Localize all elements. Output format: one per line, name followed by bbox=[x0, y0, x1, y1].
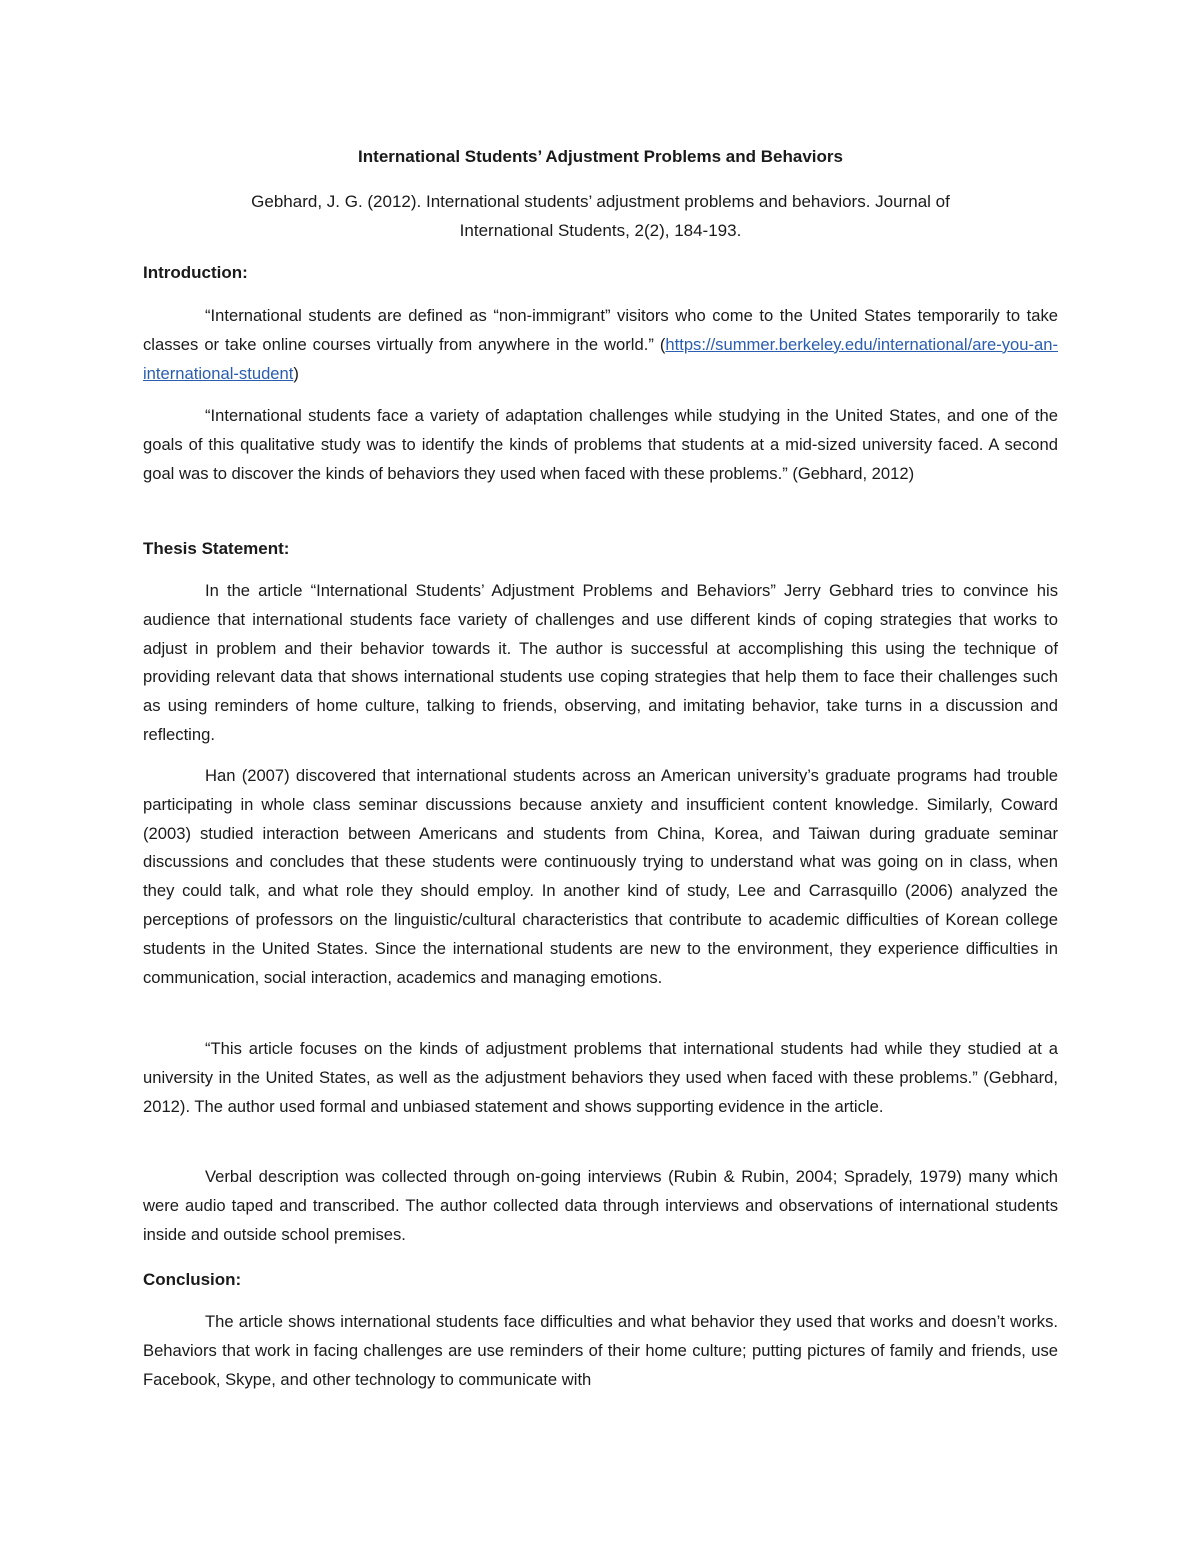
introduction-quote-text: “International students are defined as “non-immigrant” visitors who come to the United States temporarily to take classes or take online courses virtually from anywhere in the world.” ( bbox=[143, 306, 1058, 354]
citation bbox=[143, 187, 1058, 245]
thesis-paragraph-4: Verbal description was collected through on-going interviews (Rubin & Rubin, 2004; Spradely, 1979) many which were audio taped and transcribed. The author collected data through interviews and observations of international students inside and outside school premises. bbox=[143, 1167, 1058, 1244]
thesis-paragraph-3: “This article focuses on the kinds of adjustment problems that international students had while they studied at a university in the United States, as well as the adjustment behaviors they used when faced with these problems.” (Gebhard, 2012). The author used formal and unbiased statement and shows supporting evidence in the article. bbox=[143, 1039, 1058, 1116]
source-link[interactable]: https://summer.berkeley.edu/international/are-you-an-international-student bbox=[143, 334, 1058, 383]
thesis-heading: Thesis Statement: bbox=[143, 539, 290, 558]
introduction-paragraph-2: “International students face a variety of adaptation challenges while studying in the United States, and one of the goals of this qualitative study was to identify the kinds of problems that students at a mid-sized university faced. A second goal was to discover the kinds of behaviors they used when faced with these problems.” (Gebhard, 2012) bbox=[143, 406, 1058, 483]
thesis-paragraph-1: In the article “International Students’ Adjustment Problems and Behaviors” Jerry Gebhard tries to convince his audience that international students face variety of challenges and use different kinds of coping strategies that works to adjust in problem and their behavior towards it. The author is successful at accomplishing this using the technique of providing relevant data that shows international students use coping strategies that help them to face their challenges such as using reminders of home culture, talking to friends, observing, and imitating behavior, take turns in a discussion and reflecting. bbox=[143, 581, 1058, 744]
citation-line-1: Gebhard, J. G. (2012). International students’ adjustment problems and behaviors. Journal of bbox=[251, 192, 950, 211]
citation-line-2: International Students, 2(2), 184-193. bbox=[459, 221, 742, 240]
conclusion-heading: Conclusion: bbox=[143, 1270, 242, 1289]
introduction-quote-close: ) bbox=[293, 363, 299, 383]
introduction-heading: Introduction: bbox=[143, 263, 248, 282]
document-title: International Students’ Adjustment Problems and Behaviors bbox=[358, 147, 843, 166]
introduction-paragraph-1 bbox=[143, 302, 1058, 388]
thesis-paragraph-2: Han (2007) discovered that international students across an American university’s graduate programs had trouble participating in whole class seminar discussions because anxiety and insufficient content knowledge. Similarly, Coward (2003) studied interaction between Americans and students from China, Korea, and Taiwan during graduate seminar discussions and concludes that these students were continuously trying to understand what was going on in class, when they could talk, and what role they should employ. In another kind of study, Lee and Carrasquillo (2006) analyzed the perceptions of professors on the linguistic/cultural characteristics that contribute to academic difficulties of Korean college students in the United States. Since the international students are new to the environment, they experience difficulties in communication, social interaction, academics and managing emotions. bbox=[143, 766, 1058, 987]
document-page bbox=[143, 0, 1058, 1553]
conclusion-paragraph-1: The article shows international students face difficulties and what behavior they used that works and doesn’t works. Behaviors that work in facing challenges are use reminders of their home culture; putting pictures of family and friends, use Facebook, Skype, and other technology to communicate with bbox=[143, 1312, 1058, 1389]
